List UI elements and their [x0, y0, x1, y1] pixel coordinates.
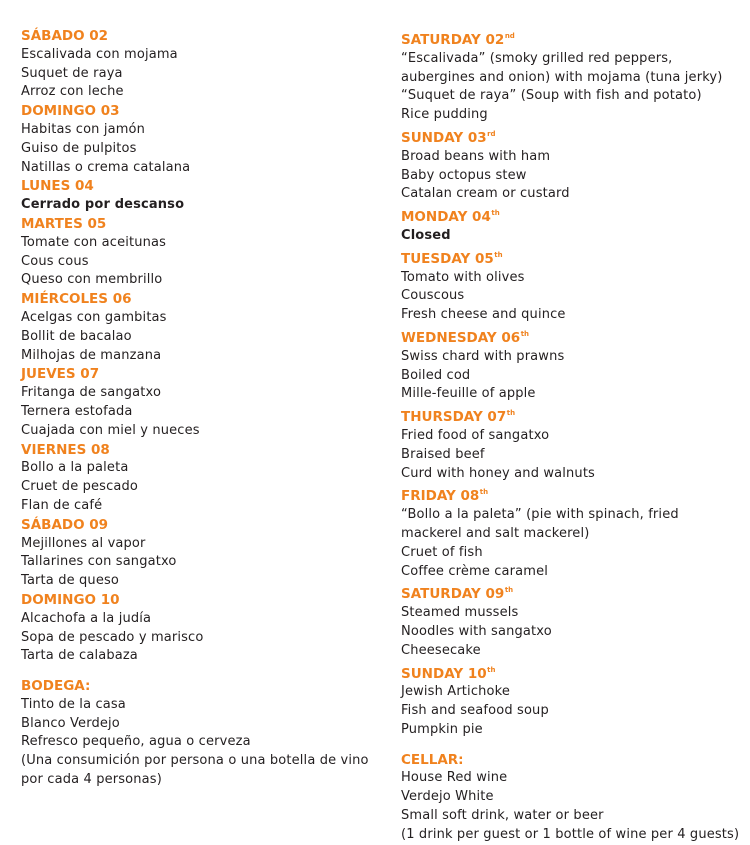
day-block-saturday-09 [401, 581, 741, 660]
dish-item: Queso con membrillo [21, 272, 163, 288]
dish-item: Braised beef [401, 446, 485, 462]
english-menu-column [401, 27, 741, 845]
ordinal-suffix: rd [487, 129, 496, 138]
dish-item: Natillas o crema catalana [21, 159, 191, 175]
day-block-sabado-09 [21, 516, 381, 591]
day-heading [21, 365, 381, 384]
ordinal-suffix: th [479, 488, 489, 497]
day-block-sabado-02 [21, 27, 381, 102]
day-heading [21, 591, 381, 610]
dish-item: Tallarines con sangatxo [21, 554, 177, 570]
dish-item: “Suquet de raya” (Soup with fish and potato) [401, 88, 702, 104]
drink-item: Refresco pequeño, agua o cerveza [21, 734, 251, 750]
dish-item: Guiso de pulpitos [21, 140, 137, 156]
drink-item: Blanco Verdejo [21, 715, 120, 731]
dish-item: Bollo a la paleta [21, 460, 129, 476]
day-heading [21, 441, 381, 460]
dish-item: Coffee crème caramel [401, 563, 549, 579]
spanish-menu-column [21, 27, 381, 790]
day-heading-label: SATURDAY 02 [401, 32, 505, 48]
dish-item: “Escalivada” (smoky grilled red peppers, aubergines and onion) with mojama (tuna jerky) [401, 50, 723, 85]
dish-item: Rice pudding [401, 107, 488, 123]
day-heading-label: JUEVES 07 [21, 366, 100, 383]
day-block-saturday-02 [401, 27, 741, 125]
dish-item: Broad beans with ham [401, 148, 551, 164]
dish-item: Cerrado por descanso [21, 197, 185, 213]
day-block-jueves-07 [21, 365, 381, 440]
dish-item: Steamed mussels [401, 605, 519, 621]
drink-item: Tinto de la casa [21, 696, 126, 712]
day-block-thursday-07 [401, 404, 741, 483]
dish-item: Jewish Artichoke [401, 684, 510, 700]
dish-item: Closed [401, 227, 451, 243]
day-heading-label: SÁBADO 09 [21, 516, 109, 533]
day-heading [401, 661, 741, 684]
day-heading [21, 27, 381, 46]
ordinal-suffix: th [491, 209, 500, 218]
dish-item: Baby octopus stew [401, 167, 527, 183]
dish-item: Tarta de calabaza [21, 648, 138, 664]
drink-item: Verdejo White [401, 789, 494, 805]
cellar-section [401, 751, 741, 845]
day-heading-label: THURSDAY 07 [401, 409, 507, 426]
dish-item: Arroz con leche [21, 84, 124, 100]
cellar-heading: BODEGA: [21, 678, 91, 695]
day-heading-label: LUNES 04 [21, 178, 94, 195]
day-heading-label: MARTES 05 [21, 215, 107, 232]
dish-item: Tomato with olives [401, 269, 525, 285]
dish-item: Cuajada con miel y nueces [21, 422, 200, 438]
dish-item: Flan de café [21, 497, 103, 513]
dish-item: Swiss chard with prawns [401, 348, 565, 364]
section-spacer [401, 740, 741, 751]
ordinal-suffix: th [504, 586, 514, 595]
day-heading-label: SUNDAY 10 [401, 665, 487, 682]
day-heading [401, 404, 741, 427]
dish-item: Curd with honey and walnuts [401, 465, 595, 481]
dish-item: Milhojas de manzana [21, 347, 162, 363]
day-block-viernes-08 [21, 441, 381, 516]
day-heading [401, 581, 741, 604]
cellar-heading: CELLAR: [401, 751, 464, 768]
day-block-monday-04 [401, 204, 741, 246]
day-block-sunday-10 [401, 661, 741, 740]
day-heading-label: DOMINGO 03 [21, 103, 120, 120]
dish-item: Fried food of sangatxo [401, 427, 550, 443]
dish-item: Bollit de bacalao [21, 328, 132, 344]
day-block-miercoles-06 [21, 290, 381, 365]
day-heading-label: VIERNES 08 [21, 441, 110, 458]
day-heading [21, 516, 381, 535]
day-heading-label: SATURDAY 09 [401, 586, 505, 603]
dish-item: Couscous [401, 288, 465, 304]
dish-item: Sopa de pescado y marisco [21, 629, 204, 645]
dish-item: Ternera estofada [21, 403, 133, 419]
day-heading [401, 125, 741, 148]
day-heading-label: TUESDAY 05 [401, 250, 494, 267]
dish-item: Boiled cod [401, 367, 471, 383]
dish-item: Tarta de queso [21, 573, 119, 589]
day-block-wednesday-06 [401, 325, 741, 404]
ordinal-suffix: th [494, 250, 503, 259]
day-block-lunes-04 [21, 177, 381, 215]
section-spacer [21, 666, 381, 677]
dish-item: Mejillones al vapor [21, 535, 146, 551]
dish-item: “Bollo a la paleta” (pie with spinach, fried mackerel and salt mackerel) [401, 507, 679, 541]
day-block-friday-08 [401, 483, 741, 581]
day-block-tuesday-05 [401, 246, 741, 325]
day-block-sunday-03 [401, 125, 741, 204]
day-heading [21, 177, 381, 196]
cellar-section [21, 677, 381, 790]
day-heading [21, 215, 381, 234]
ordinal-suffix: th [506, 409, 516, 418]
day-heading-label: DOMINGO 10 [21, 591, 120, 608]
dish-item: Cruet de pescado [21, 479, 139, 495]
day-heading-label: MONDAY 04 [401, 209, 491, 226]
dish-item: Cruet of fish [401, 544, 483, 560]
dish-item: Cous cous [21, 253, 89, 269]
day-block-domingo-03 [21, 102, 381, 177]
day-heading-label: WEDNESDAY 06 [401, 329, 521, 346]
dish-item: Acelgas con gambitas [21, 309, 167, 325]
drink-item: (Una consumición por persona o una botella de vino por cada 4 personas) [21, 753, 369, 788]
day-heading [401, 27, 741, 50]
drink-item: House Red wine [401, 770, 508, 786]
dish-item: Mille-feuille of apple [401, 386, 536, 402]
day-heading-label: FRIDAY 08 [401, 488, 480, 505]
day-heading-label: SUNDAY 03 [401, 129, 487, 146]
day-heading [21, 102, 381, 121]
ordinal-suffix: th [520, 329, 530, 338]
dish-item: Habitas con jamón [21, 121, 146, 137]
ordinal-suffix: th [487, 665, 496, 674]
dish-item: Alcachofa a la judía [21, 610, 152, 626]
day-heading-label: MIÉRCOLES 06 [21, 291, 132, 308]
dish-item: Fresh cheese and quince [401, 307, 566, 323]
dish-item: Cheesecake [401, 642, 481, 658]
day-heading-label: SÁBADO 02 [21, 28, 109, 44]
dish-item: Suquet de raya [21, 65, 123, 81]
day-heading [401, 483, 741, 506]
ordinal-suffix: nd [504, 32, 515, 40]
dish-item: Fritanga de sangatxo [21, 385, 162, 401]
day-block-domingo-10 [21, 591, 381, 666]
day-heading [401, 204, 741, 227]
day-heading [401, 246, 741, 269]
dish-item: Noodles with sangatxo [401, 623, 552, 639]
dish-item: Pumpkin pie [401, 721, 483, 737]
dish-item: Catalan cream or custard [401, 186, 570, 202]
day-block-martes-05 [21, 215, 381, 290]
drink-item: Small soft drink, water or beer [401, 808, 604, 824]
dish-item: Tomate con aceitunas [21, 234, 167, 250]
day-heading [401, 325, 741, 348]
drink-item: (1 drink per guest or 1 bottle of wine per 4 guests) [401, 826, 740, 842]
dish-item: Escalivada con mojama [21, 46, 178, 62]
dish-item: Fish and seafood soup [401, 703, 549, 719]
day-heading [21, 290, 381, 309]
